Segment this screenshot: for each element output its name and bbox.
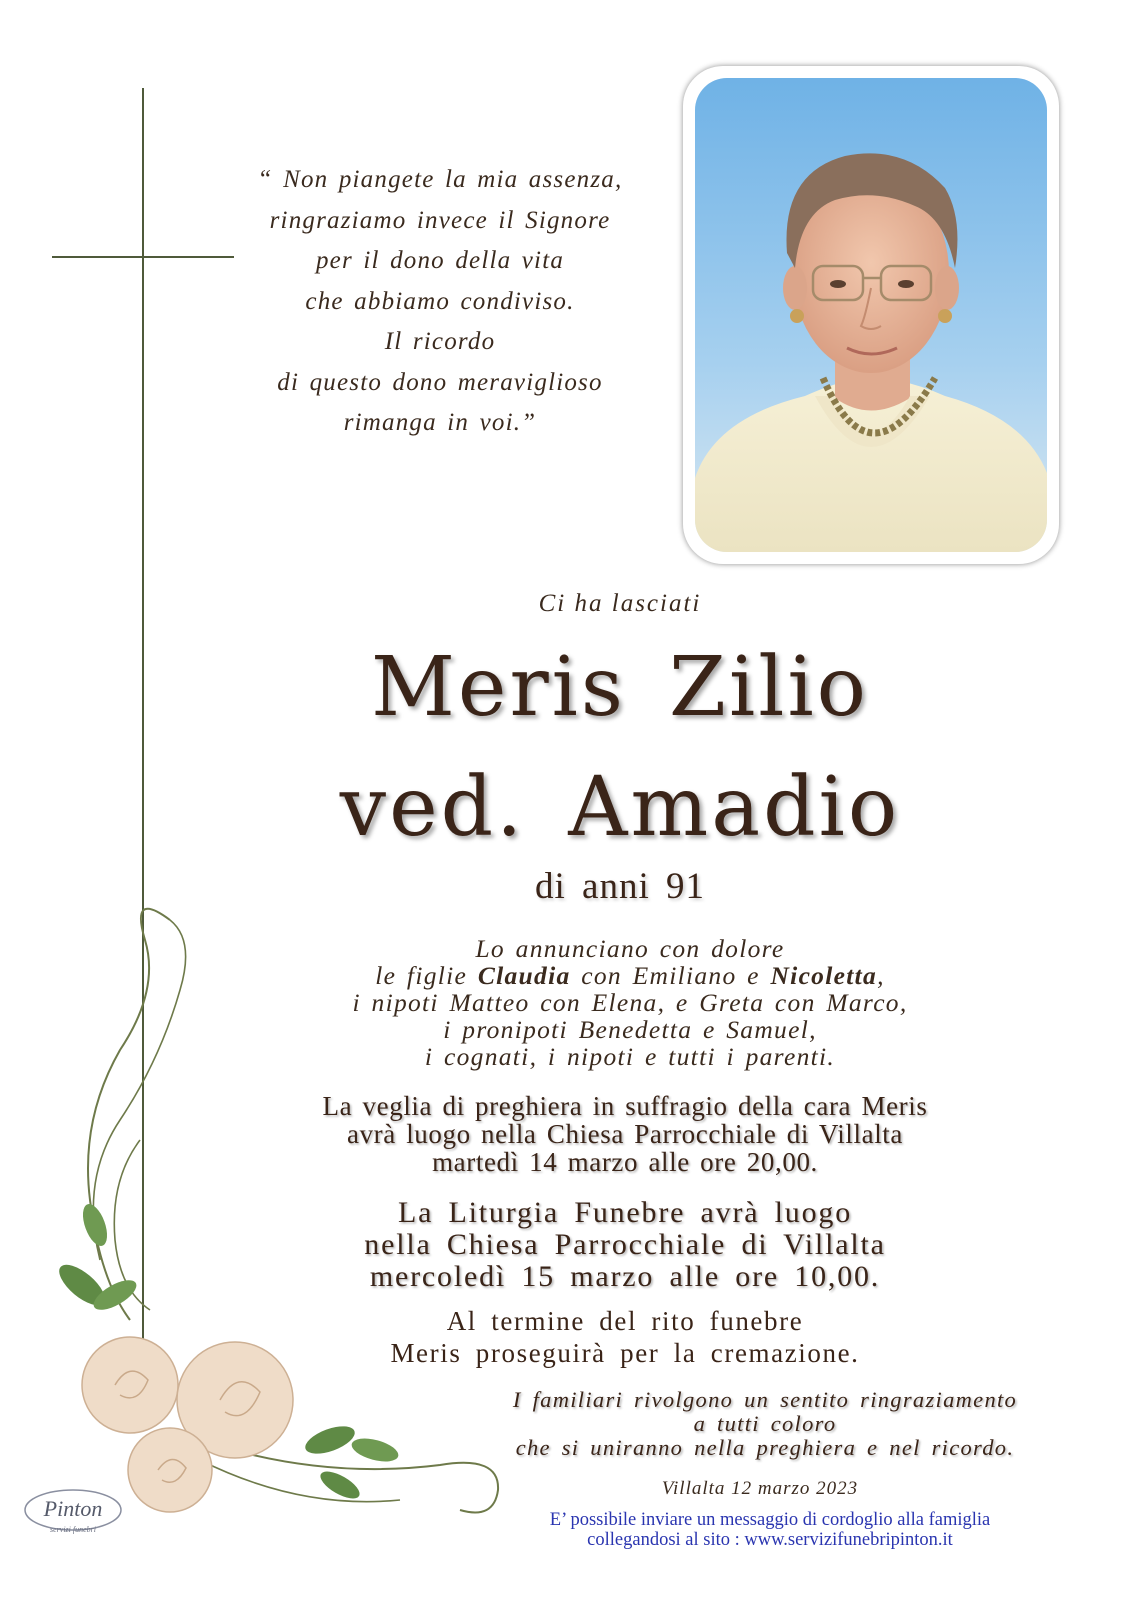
cross-horizontal-bar	[52, 256, 234, 258]
portrait-photo	[695, 78, 1047, 552]
thanks-line: I familiari rivolgono un sentito ringraziamento	[512, 1387, 1018, 1412]
intro-text: Ci ha lasciati	[538, 590, 702, 617]
svg-text:servizi funebri: servizi funebri	[50, 1525, 96, 1534]
quote-line: ringraziamo invece il Signore	[269, 206, 611, 234]
thanks-block	[450, 1388, 1080, 1460]
announcement-text: ,	[877, 961, 885, 990]
vigil-line: avrà luogo nella Chiesa Parrocchiale di Villalta	[346, 1119, 903, 1149]
cremation-line: Meris proseguirà per la cremazione.	[390, 1338, 860, 1368]
vigil-line: martedì 14 marzo alle ore 20,00.	[432, 1147, 818, 1177]
pinton-logo	[18, 1480, 128, 1550]
funeral-line: La Liturgia Funebre avrà luogo	[398, 1196, 852, 1229]
website-link[interactable]: collegandosi al sito : www.servizifunebripinton.it	[587, 1530, 953, 1550]
quote-line: rimanga in voi.”	[343, 409, 537, 436]
svg-text:Pinton: Pinton	[43, 1496, 103, 1521]
announcement-text: le figlie	[375, 961, 478, 990]
thanks-line: che si uniranno nella preghiera e nel ricordo.	[515, 1435, 1015, 1460]
announcement-line: i pronipoti Benedetta e Samuel,	[443, 1015, 817, 1044]
quote-line: Il ricordo	[384, 328, 496, 355]
deceased-widow-of: ved. Amadio	[339, 760, 901, 855]
footer-line: E’ possibile inviare un messaggio di cordoglio alla famiglia	[549, 1510, 991, 1530]
vigil-line: La veglia di preghiera in suffragio della cara Meris	[322, 1091, 928, 1121]
thanks-line: a tutti coloro	[693, 1411, 837, 1436]
place-date: Villalta 12 marzo 2023	[661, 1478, 859, 1499]
announcement-line: i cognati, i nipoti e tutti i parenti.	[424, 1042, 836, 1071]
funeral-line: mercoledì 15 marzo alle ore 10,00.	[369, 1260, 881, 1293]
daughter-name: Claudia	[477, 961, 571, 990]
quote-line: per il dono della vita	[315, 247, 565, 274]
announcement-line: Lo annunciano con dolore	[475, 934, 785, 963]
daughter-name: Nicoletta	[770, 961, 878, 990]
announcement-line: i nipoti Matteo con Elena, e Greta con Marco,	[352, 988, 908, 1017]
age-text: di anni 91	[535, 866, 705, 907]
portrait-frame	[683, 66, 1059, 564]
funeral-line: nella Chiesa Parrocchiale di Villalta	[364, 1228, 886, 1261]
cremation-line: Al termine del rito funebre	[446, 1306, 804, 1336]
quote-block	[215, 160, 665, 444]
announcement-text: con Emiliano e	[570, 961, 771, 990]
rose-decoration-image	[20, 880, 540, 1580]
quote-line: “ Non piangete la mia assenza,	[257, 166, 623, 193]
quote-line: di questo dono meraviglioso	[277, 368, 603, 396]
quote-line: che abbiamo condiviso.	[305, 287, 575, 315]
deceased-name: Meris Zilio	[370, 640, 870, 735]
